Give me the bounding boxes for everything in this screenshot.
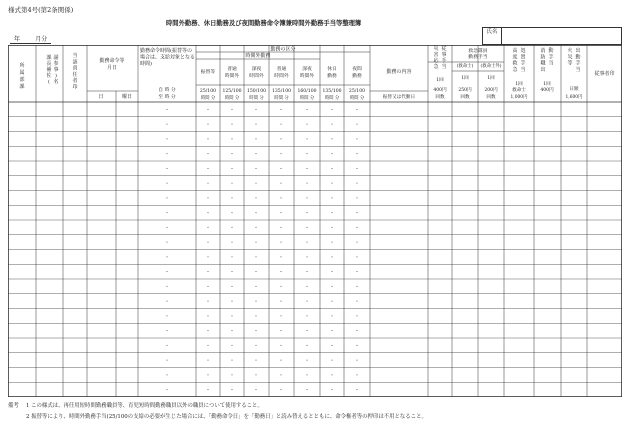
hazard-header-char: 救 [512,60,518,67]
rescue-a-unit-3: 回数 [460,95,470,100]
time-separator-dot [207,301,208,302]
time-separator-dot [166,271,167,272]
time-separator-dot [255,374,256,375]
category-col-6-b: 勤務 [352,74,362,79]
time-separator-dot [166,389,167,390]
time-separator-dot [280,286,281,287]
time-separator-dot [231,271,232,272]
time-separator-dot [207,330,208,331]
day-header: 日 [98,94,104,100]
time-separator-dot [306,315,307,316]
time-separator-dot [166,197,167,198]
time-separator-dot [356,138,357,139]
from-label: 自 時 分 [158,88,176,93]
time-separator-dot [331,389,332,390]
supervisor-header-char: 任 [72,71,78,78]
time-separator-dot [166,227,167,228]
fire-header-char: 防 [540,54,546,61]
time-separator-dot [231,109,232,110]
weekday-header: 曜日 [121,94,133,100]
time-separator-dot [207,374,208,375]
time-separator-dot [331,183,332,184]
fire-unit-2: 400円 [540,88,554,93]
disaster-header-2-char: 手 [575,60,581,67]
time-separator-dot [280,374,281,375]
time-separator-dot [331,301,332,302]
meal-header-2-char: 当 [441,64,447,70]
fire-header-char: 消 [540,48,546,54]
hazard-header-2-char: 手 [520,60,526,67]
furikae-day-header: 振替又は代勤日 [382,95,416,100]
to-label: 至 時 分 [158,95,176,100]
order-date-header-2: 月日 [106,65,118,71]
assigner-header-char: 課 [46,55,52,61]
category-col-5: 休日 [327,67,337,72]
category-col-2-b: 時間外 [249,74,264,79]
fire-header [540,47,545,73]
month-label: 月分 [35,36,48,43]
hazard-header-2-char: 置 [520,54,526,61]
time-separator-dot [306,374,307,375]
time-separator-dot [255,153,256,154]
fire-unit-1: 1回 [543,82,551,87]
hazard-header-char: 急 [512,66,518,73]
time-separator-dot [231,138,232,139]
signer-header: 従事者印 [594,71,615,77]
assigner-header-2-char: 参 [53,61,59,67]
time-separator-dot [166,301,167,302]
time-separator-dot [306,286,307,287]
time-separator-dot [280,124,281,125]
time-separator-dot [255,345,256,346]
assigner-header [46,54,51,85]
time-separator-dot [331,197,332,198]
time-separator-dot [207,271,208,272]
time-separator-dot [356,197,357,198]
time-separator-dot [255,138,256,139]
time-separator-dot [255,197,256,198]
time-separator-dot [255,256,256,257]
time-separator-dot [231,330,232,331]
time-separator-dot [356,315,357,316]
order-date-header: 勤務命令等 [99,58,125,64]
order-time-header-line: 場合は、支給対象となる [140,54,196,61]
time-separator-dot [356,330,357,331]
meal-header-char: 災 [433,46,439,52]
assigner-header-2-char: 副 [53,55,59,61]
time-separator-dot [356,124,357,125]
meal-unit-3: 回数 [435,95,445,100]
category-col-5-b: 勤務 [327,74,337,79]
unit-1: 時間 分 [224,96,240,101]
hazard-header-2-char: 処 [520,48,526,54]
category-col-2: 深夜 [251,67,262,72]
dept-header-char: 部 [19,77,25,83]
time-separator-dot [166,138,167,139]
category-col-3: 普通 [276,67,287,72]
rate-6: 25/100 [348,89,366,94]
time-separator-dot [356,360,357,361]
time-separator-dot [166,212,167,213]
note-1-text: 1 この様式は、再任用短時間勤務職員等、育児短時間勤務職員以外の職員について使用すること。 [26,403,263,409]
time-separator-dot [207,360,208,361]
time-separator-dot [280,301,281,302]
time-separator-dot [255,124,256,125]
time-separator-dot [166,242,167,243]
time-separator-dot [207,256,208,257]
time-separator-dot [331,374,332,375]
time-separator-dot [207,389,208,390]
meal-header-2-char: 事 [441,52,447,58]
assigner-header-2 [53,54,58,85]
fire-header-2-char: 動 [548,48,554,54]
dept-header-char: 課 [19,84,25,90]
time-separator-dot [231,374,232,375]
category-col-6: 夜間 [352,67,362,72]
hazard-header-2-char: 当 [520,66,526,73]
supervisor-header-char: 当 [72,53,78,59]
time-separator-dot [231,227,232,228]
time-separator-dot [231,183,232,184]
time-separator-dot [255,286,256,287]
register-table [8,45,622,397]
rate-4: 160/100 [297,89,317,94]
dept-header-char: 所 [19,63,25,69]
time-separator-dot [356,374,357,375]
time-separator-dot [280,271,281,272]
time-separator-dot [306,345,307,346]
unit-2: 時間 分 [249,96,264,101]
time-separator-dot [331,153,332,154]
assigner-header-2-char: 事 [53,67,59,73]
time-separator-dot [207,212,208,213]
fire-header-char: 出 [540,66,546,73]
time-separator-dot [306,271,307,272]
time-separator-dot [306,330,307,331]
rescue-b-unit-2: 200円 [484,88,498,93]
disaster-header-char: 火 [567,48,573,54]
notes-label: 備考 [8,403,19,409]
time-separator-dot [280,360,281,361]
meal-header-char: 急 [433,64,439,70]
time-separator-dot [255,389,256,390]
time-separator-dot [166,109,167,110]
time-separator-dot [356,109,357,110]
time-separator-dot [207,345,208,346]
rescue-a-unit-2: 250円 [458,88,472,93]
meal-header [433,45,439,70]
rate-2: 150/100 [246,89,267,94]
meal-header-2 [441,45,446,70]
form-number: 様式第4号(第2条関係) [8,6,74,14]
time-separator-dot [280,168,281,169]
time-separator-dot [166,374,167,375]
time-separator-dot [207,286,208,287]
note-2 [8,412,427,423]
rate-3: 135/100 [271,89,292,94]
hazard-header-char: 度 [512,54,518,61]
time-separator-dot [306,168,307,169]
document-title: 時間外勤務、休日勤務及び夜間勤務命令簿兼時間外勤務手当等整理簿 [166,20,362,27]
time-separator-dot [207,242,208,243]
time-separator-dot [306,109,307,110]
time-separator-dot [306,301,307,302]
time-separator-dot [356,183,357,184]
time-separator-dot [166,315,167,316]
rescue-a-header: (救命士) [456,64,474,69]
hazard-header-2 [520,47,525,73]
time-separator-dot [331,330,332,331]
rescue-a-unit-1: 1回 [461,76,469,81]
year-label: 年 [14,36,21,43]
time-separator-dot [356,301,357,302]
rescue-b-unit-3: 回数 [486,95,496,100]
fire-header-char: 職 [540,60,546,67]
unit-6: 時間 分 [349,96,365,101]
time-separator-dot [280,330,281,331]
time-separator-dot [231,389,232,390]
note-1 [8,401,427,412]
fire-header-2-char: 当 [548,60,554,67]
disaster-header [567,47,572,67]
meal-header-2-char: 手 [441,58,447,64]
time-separator-dot [306,256,307,257]
time-separator-dot [331,271,332,272]
category-col-1-b: 時間外 [224,74,240,79]
name-label: 氏名 [486,29,498,35]
time-separator-dot [231,197,232,198]
time-separator-dot [231,168,232,169]
assigner-header-char: ( [48,79,50,85]
time-separator-dot [255,315,256,316]
dept-header-char: 属 [19,70,25,76]
time-separator-dot [166,124,167,125]
time-separator-dot [207,124,208,125]
meal-unit-1: 1回 [436,78,444,83]
hazard-header-char: 高 [512,48,518,54]
time-separator-dot [356,212,357,213]
time-separator-dot [166,360,167,361]
category-col-4-b: 時間外 [299,74,315,79]
time-separator-dot [331,168,332,169]
assigner-header-char: 佐 [46,73,52,79]
time-separator-dot [207,168,208,169]
supervisor-header-char: 責 [72,65,78,72]
time-separator-dot [166,345,167,346]
time-separator-dot [306,153,307,154]
time-separator-dot [280,153,281,154]
time-separator-dot [331,256,332,257]
unit-5: 時間 分 [324,96,340,101]
time-separator-dot [231,286,232,287]
time-separator-dot [280,212,281,213]
time-separator-dot [331,315,332,316]
time-separator-dot [280,109,281,110]
time-separator-dot [255,109,256,110]
time-separator-dot [231,153,232,154]
category-col-1: 普通 [227,67,237,72]
time-separator-dot [356,286,357,287]
time-separator-dot [280,345,281,346]
supervisor-header-char: 印 [72,84,78,91]
time-separator-dot [331,138,332,139]
overtime-header: 時間外勤務 [245,53,271,59]
time-separator-dot [207,109,208,110]
category-header: 勤務の区分 [270,46,296,53]
time-separator-dot [280,315,281,316]
fire-header-2-char: 手 [548,54,554,61]
note-2-text: 2 振替等により、時間外勤務手当(25/100の支給の必要が生じた場合には、「勤務命令日」を「勤務日」と読み替えるとともに、命令権者等の押印は不用となること。 [26,414,427,420]
time-separator-dot [280,197,281,198]
rate-0: 25/100 [199,89,217,94]
time-separator-dot [306,197,307,198]
time-separator-dot [207,153,208,154]
disaster-header-2-char: 当 [575,66,581,73]
notes-block [8,401,427,423]
name-input-cell[interactable] [500,27,622,45]
time-separator-dot [255,183,256,184]
supervisor-header-char: 者 [72,78,78,85]
rescue-b-unit-1: 1回 [487,76,495,81]
unit-0: 時間 分 [200,96,216,101]
time-separator-dot [207,227,208,228]
disaster-header-2-char: 出 [575,48,581,54]
disaster-unit-2: 1,600円 [565,95,583,100]
meal-header-char: 応 [433,58,439,64]
content-header: 勤務の内容 [386,69,412,75]
order-time-header-line: 時間) [140,61,152,67]
time-separator-dot [231,315,232,316]
meal-header-char: 害 [433,52,439,58]
time-separator-dot [306,138,307,139]
hazard-unit-2: 救命士 [512,88,526,93]
assigner-header-2-char: 名 [53,79,59,85]
time-separator-dot [356,168,357,169]
time-separator-dot [356,242,357,243]
time-separator-dot [306,360,307,361]
month-field [10,34,51,44]
time-separator-dot [331,212,332,213]
time-separator-dot [207,138,208,139]
disaster-header-char: 災 [567,54,573,61]
time-separator-dot [166,330,167,331]
meal-unit-2: 400円 [433,88,447,93]
time-separator-dot [306,227,307,228]
rate-5: 135/100 [322,89,342,94]
unit-4: 時間 分 [299,96,315,101]
time-separator-dot [166,286,167,287]
disaster-header-char: 等 [567,60,573,67]
time-separator-dot [231,124,232,125]
time-separator-dot [280,227,281,228]
time-separator-dot [356,271,357,272]
time-separator-dot [356,256,357,257]
time-separator-dot [255,360,256,361]
time-separator-dot [356,389,357,390]
order-time-header-line: 勤務命令時間(振替等の [140,48,192,54]
rescue-header: 救急隊員 [468,49,488,54]
rescue-header-2: 勤務手当 [468,55,488,60]
rescue-b-header: (救命士外) [480,64,502,69]
time-separator-dot [280,256,281,257]
time-separator-dot [255,212,256,213]
time-separator-dot [306,242,307,243]
disaster-header-2 [575,47,580,73]
time-separator-dot [166,256,167,257]
time-separator-dot [255,301,256,302]
meal-header-2-char: 従 [441,46,447,52]
time-separator-dot [231,360,232,361]
time-separator-dot [331,360,332,361]
time-separator-dot [356,153,357,154]
time-separator-dot [255,330,256,331]
time-separator-dot [207,197,208,198]
time-separator-dot [207,315,208,316]
time-separator-dot [331,345,332,346]
time-separator-dot [280,183,281,184]
time-separator-dot [231,256,232,257]
time-separator-dot [331,109,332,110]
time-separator-dot [306,183,307,184]
time-separator-dot [356,345,357,346]
time-separator-dot [231,301,232,302]
time-separator-dot [255,242,256,243]
time-separator-dot [280,389,281,390]
time-separator-dot [331,124,332,125]
time-separator-dot [306,389,307,390]
dept-header [19,62,24,90]
time-separator-dot [166,153,167,154]
hazard-unit-3: 1,000円 [510,95,528,100]
fire-header-2 [548,47,553,67]
time-separator-dot [255,227,256,228]
category-col-4: 深夜 [302,67,312,72]
supervisor-header-char: 該 [72,59,78,66]
disaster-unit-1: 日額 [569,87,579,92]
unit-3: 時間 分 [274,96,289,101]
time-separator-dot [356,227,357,228]
assigner-header-char: 長 [46,61,52,67]
time-separator-dot [306,212,307,213]
time-separator-dot [255,271,256,272]
category-col-0: 振替等 [200,70,216,75]
time-separator-dot [231,345,232,346]
name-label-cell [482,27,502,45]
time-separator-dot [231,242,232,243]
hazard-header [512,47,518,73]
time-separator-dot [331,286,332,287]
supervisor-header [72,52,78,91]
rate-1: 125/100 [222,89,242,94]
assigner-header-char: 補 [46,67,52,73]
time-separator-dot [331,227,332,228]
category-col-3-b: 時間外 [274,74,289,79]
time-separator-dot [331,242,332,243]
time-separator-dot [280,242,281,243]
assigner-header-2-char: ) [55,73,57,79]
time-separator-dot [207,183,208,184]
time-separator-dot [231,212,232,213]
time-separator-dot [306,124,307,125]
time-separator-dot [255,168,256,169]
hazard-unit-1: 1回 [515,82,523,87]
time-separator-dot [166,183,167,184]
time-separator-dot [280,138,281,139]
time-separator-dot [166,168,167,169]
disaster-header-2-char: 動 [575,54,581,61]
